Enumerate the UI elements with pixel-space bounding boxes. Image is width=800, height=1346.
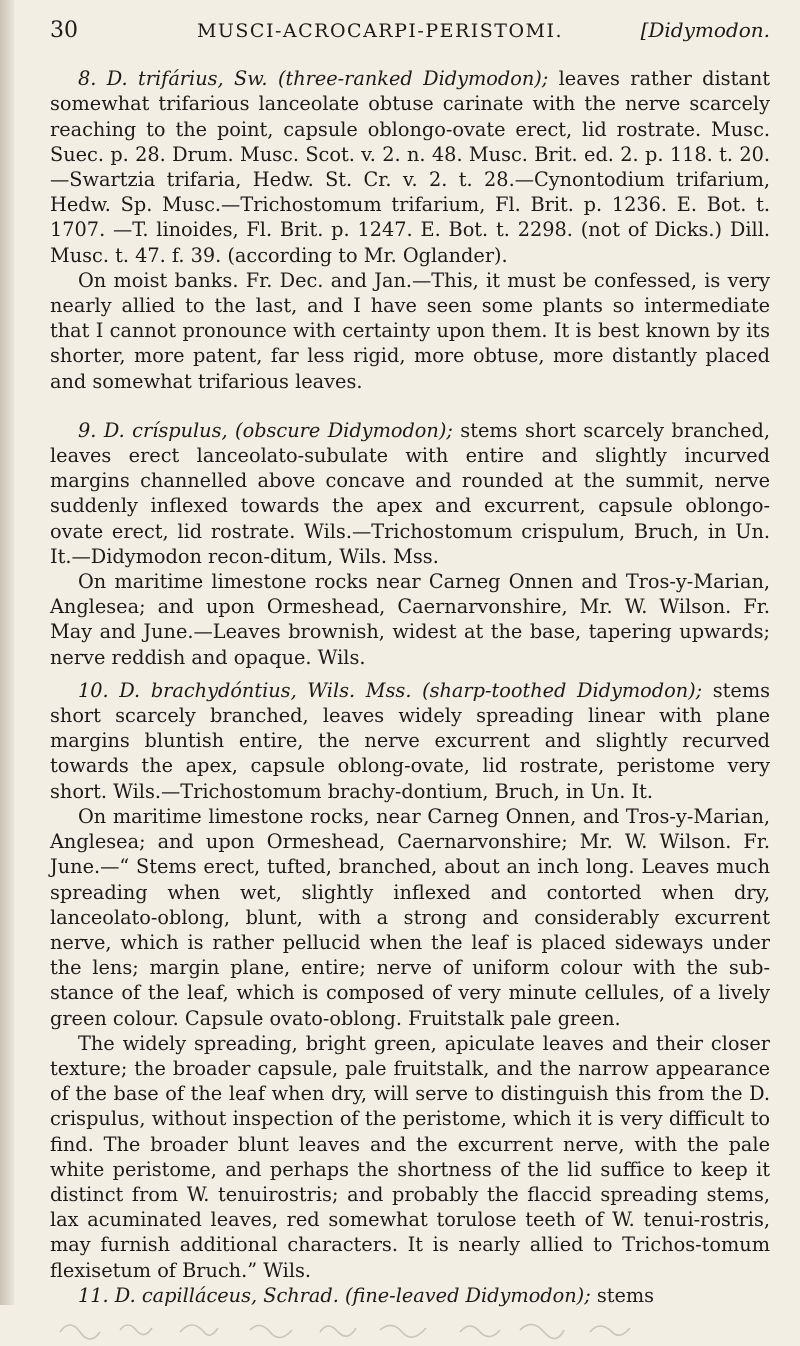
- habitat-note-9: On maritime limestone rocks near Carneg Onnen and Tros-y-Marian, Anglesea; and upon Ormeshead, Caernarvonshire, Mr. W. Wilson. Fr. May and June.—Leaves brownish, widest at the base, tapering upwards; nerve reddish and opaque. Wils.: [50, 570, 770, 669]
- genus-heading: [Didymodon.: [640, 18, 770, 42]
- page-title: MUSCI-ACROCARPI-PERISTOMI.: [196, 20, 564, 42]
- species-description: stems short scarcely branched, leaves erect lanceolato-subulate with entire and slightly incurved margins channelled above concave and rounded at the summit, nerve suddenly inflexed towards the apex and excurrent, capsule oblongo-ovate erect, lid rostrate. Wils.—Trichostomum crispulum, Bruch, in Un. It.—Didymodon recon-ditum, Wils. Mss.: [50, 418, 770, 568]
- species-description: stems short scarcely branched, leaves widely spreading linear with plane margins bluntish entire, the nerve excurrent and slightly recurved towards the apex, capsule oblong-ovate, lid rostrate, peristome very short. Wils.—Trichostomum brachy-dontium, Bruch, in Un. It.: [50, 678, 770, 803]
- species-entry-11: [50, 1283, 770, 1308]
- page-edge: [0, 0, 14, 1305]
- species-entry-9: [50, 418, 770, 569]
- habitat-note-10-continued: The widely spreading, bright green, apiculate leaves and their closer texture; the broader capsule, pale fruitstalk, and the narrow appearance of the base of the leaf when dry, will serve to distinguish this from the D. crispulus, without inspection of the peristome, which it is very difficult to find. The broader blunt leaves and the excurrent nerve, with the pale white peristome, and perhaps the shortness of the lid suffice to keep it distinct from W. tenuirostris; and probably the flaccid spreading stems, lax acuminated leaves, red somewhat torulose teeth of W. tenui-rostris, may furnish additional characters. It is nearly allied to Trichos-tomum flexisetum of Bruch.” Wils.: [50, 1031, 770, 1282]
- species-description: leaves rather distant somewhat trifarious lanceolate obtuse carinate with the nerve scarcely reaching to the point, capsule oblongo-ovate erect, lid rostrate. Musc. Suec. p. 28. Drum. Musc. Scot. v. 2. n. 48. Musc. Brit. ed. 2. p. 118. t. 20.—Swartzia trifaria, Hedw. St. Cr. v. 2. t. 28.—Cynontodium trifarium, Hedw. Sp. Musc.—Trichostomum trifarium, Fl. Brit. p. 1236. E. Bot. t. 1707. —T. linoides, Fl. Brit. p. 1247. E. Bot. t. 2298. (not of Dicks.) Dill. Musc. t. 47. f. 39. (according to Mr. Oglander).: [50, 67, 770, 267]
- species-description: stems: [590, 1283, 655, 1307]
- book-page: [50, 18, 770, 1346]
- page-number: 30: [50, 18, 78, 43]
- handwriting-scribble: [50, 1314, 690, 1340]
- habitat-note-10: On maritime limestone rocks, near Carneg Onnen, and Tros-y-Marian, Anglesea; and upon Ormeshead, Caernarvonshire; Mr. W. Wilson. Fr. June.—“ Stems erect, tufted, branched, about an inch long. Leaves much spreading when wet, slightly inflexed and contorted when dry, lanceolato-oblong, blunt, with a strong and considerably excurrent nerve, which is rather pellucid when the leaf is placed sideways under the lens; margin plane, entire; nerve of uniform colour with the sub-stance of the leaf, which is composed of very minute cellules, of a lively green colour. Capsule ovato-oblong. Fruitstalk pale green.: [50, 804, 770, 1030]
- species-entry-10: [50, 678, 770, 804]
- running-head: [50, 18, 770, 44]
- species-entry-8: [50, 66, 770, 268]
- habitat-note-8: On moist banks. Fr. Dec. and Jan.—This, it must be confessed, is very nearly allied to the last, and I have seen some plants so intermediate that I cannot pronounce with certainty upon them. It is best known by its shorter, more patent, far less rigid, more obtuse, more distantly placed and somewhat trifarious leaves.: [50, 268, 770, 393]
- species-name: 9. D. críspulus, (obscure Didymodon);: [78, 418, 453, 442]
- handwritten-annotation: [50, 1314, 770, 1346]
- species-name: 8. D. trifárius, Sw. (three-ranked Didymodon);: [78, 67, 549, 91]
- species-name: 11. D. capilláceus, Schrad. (fine-leaved Didymodon);: [78, 1283, 591, 1307]
- species-name: 10. D. brachydóntius, Wils. Mss. (sharp-toothed Didymodon);: [78, 678, 703, 702]
